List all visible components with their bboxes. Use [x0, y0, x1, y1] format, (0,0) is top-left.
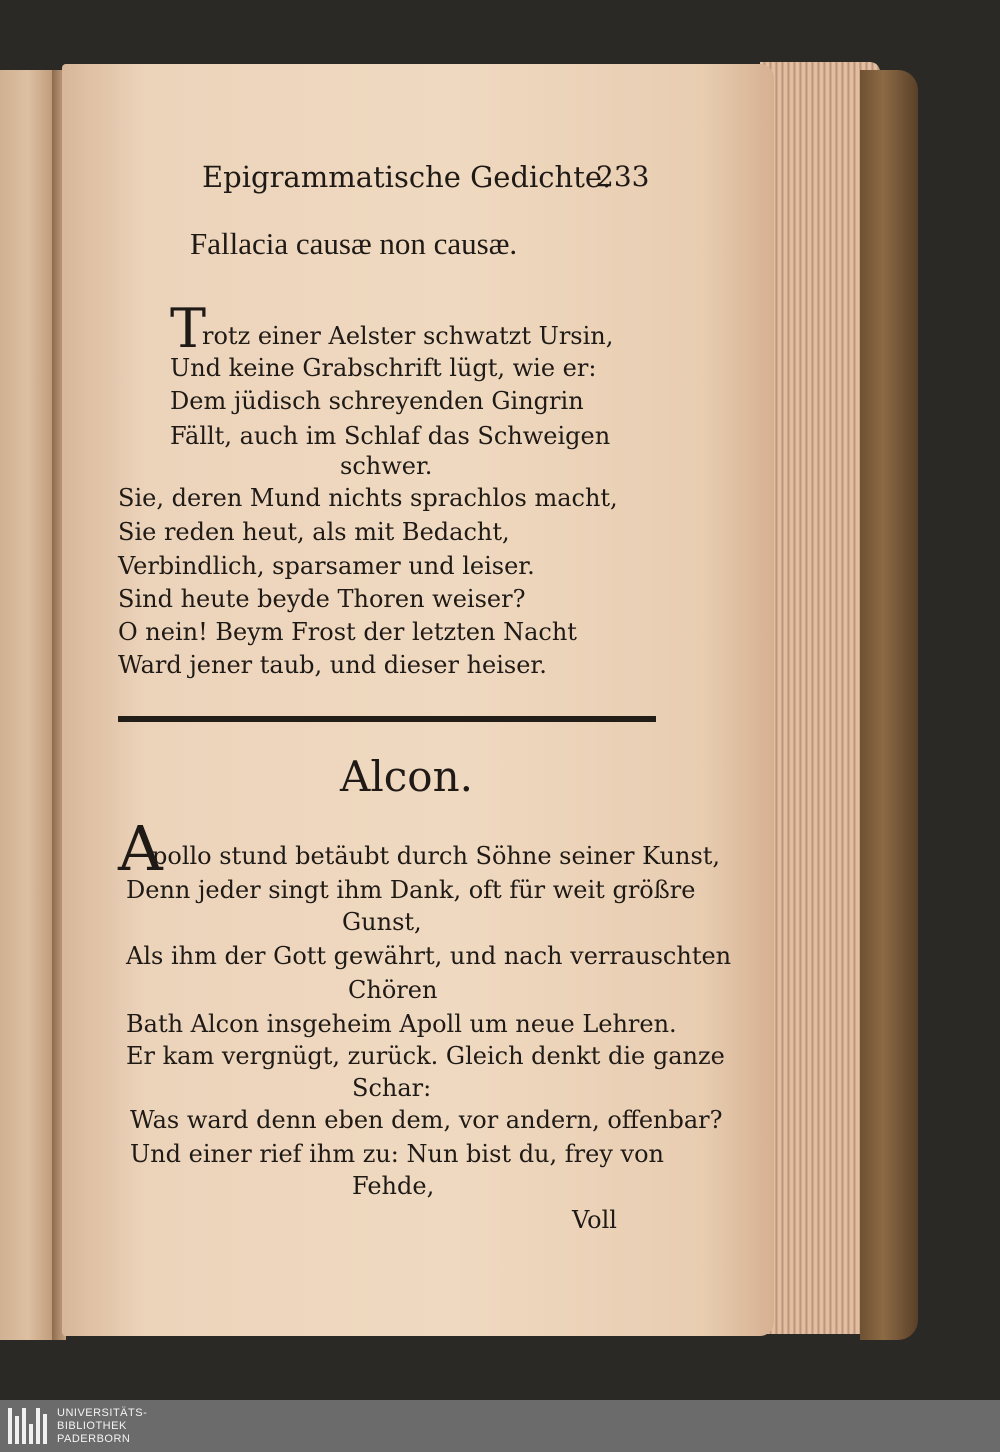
poem1-line: Fällt, auch im Schlaf das Schweigen: [170, 422, 611, 450]
poem1-line: Ward jener taub, und dieser heiser.: [118, 651, 547, 679]
poem1-line: rotz einer Aelster schwatzt Ursin,: [202, 322, 614, 350]
poem1-dropcap: T: [170, 297, 207, 360]
poem2-line: Als ihm der Gott gewährt, und nach verrauschten: [126, 942, 732, 970]
poem1-line: O nein! Beym Frost der letzten Nacht: [118, 618, 577, 646]
library-name-line: PADERBORN: [57, 1432, 131, 1445]
library-name-line: BIBLIOTHEK: [57, 1419, 127, 1432]
poem2-dropcap: A: [118, 812, 163, 885]
poem1-line: Sie, deren Mund nichts sprachlos macht,: [118, 484, 618, 512]
poem2-line: Er kam vergnügt, zurück. Gleich denkt die ganze: [126, 1042, 725, 1070]
poem2-line: Und einer rief ihm zu: Nun bist du, frey von: [130, 1140, 664, 1168]
running-head: Epigrammatische Gedichte.: [202, 160, 612, 194]
poem1-line: Verbindlich, sparsamer und leiser.: [118, 552, 535, 580]
poem2-line: Chören: [348, 976, 438, 1004]
poem2-line: Fehde,: [352, 1172, 435, 1200]
poem1-line: schwer.: [340, 452, 433, 480]
book-cover-edge: [860, 70, 918, 1340]
previous-page-edge: [0, 70, 60, 1340]
section-divider: [118, 716, 656, 722]
page-number: 233: [596, 160, 650, 193]
poem1-line: Sie reden heut, als mit Bedacht,: [118, 518, 510, 546]
library-name: [57, 1407, 147, 1446]
poem1-line: Und keine Grabschrift lügt, wie er:: [170, 354, 597, 382]
catchword: Voll: [572, 1206, 617, 1234]
poem2-line: Bath Alcon insgeheim Apoll um neue Lehren.: [126, 1010, 677, 1038]
library-footer: [0, 1400, 1000, 1452]
poem1-line: Dem jüdisch schreyenden Gingrin: [170, 387, 584, 415]
poem2-line: Schar:: [352, 1074, 432, 1102]
poem2-title: Alcon.: [340, 752, 473, 801]
poem2-line: Denn jeder singt ihm Dank, oft für weit größre: [126, 876, 696, 904]
library-logo-icon: [8, 1408, 47, 1444]
poem1-line: Sind heute beyde Thoren weiser?: [118, 585, 526, 613]
poem1-title: Fallacia causæ non causæ.: [190, 226, 518, 261]
poem2-line: Gunst,: [342, 908, 422, 936]
poem2-line: Was ward denn eben dem, vor andern, offenbar?: [130, 1106, 723, 1134]
library-name-line: UNIVERSITÄTS-: [57, 1406, 148, 1419]
poem2-line: pollo stund betäubt durch Söhne seiner Kunst,: [152, 842, 721, 870]
